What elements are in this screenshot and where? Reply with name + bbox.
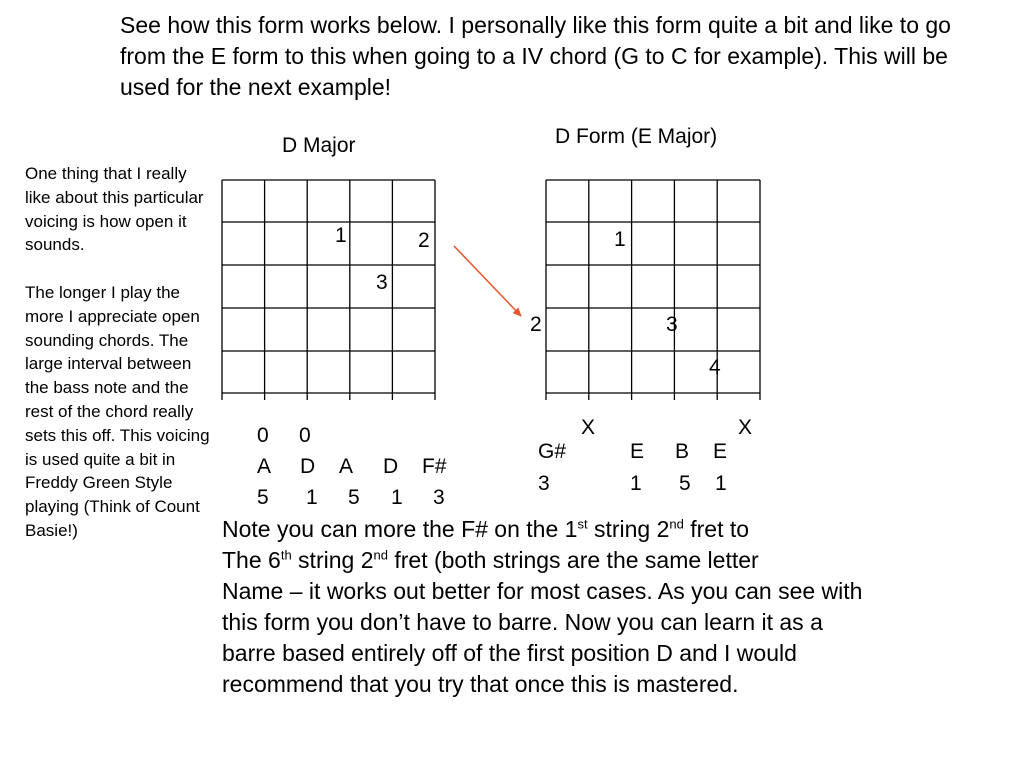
interval-number: 5 (348, 486, 360, 509)
note-name: F# (422, 455, 447, 478)
e-major-title: D Form (E Major) (555, 125, 718, 148)
note-line-1: Note you can more the F# on the 1st string 2nd fret to (222, 516, 750, 542)
note-name: A (257, 455, 272, 478)
transition-arrow (454, 246, 521, 316)
open-string-mark: 0 (299, 424, 311, 447)
sidebar-paragraph-1: One thing that I really like about this particular voicing is how open it sounds. (25, 164, 204, 255)
note-name: A (339, 455, 354, 478)
interval-number: 1 (715, 472, 727, 495)
d-major-fretboard-grid (222, 180, 435, 400)
finger-number: 3 (666, 313, 678, 336)
note-name: D (383, 455, 399, 478)
d-major-title: D Major (282, 134, 356, 157)
interval-number: 1 (630, 472, 642, 495)
note-rest: Name – it works out better for most cases. As you can see with this form you don’t have to barre. Now you can learn it as a barre based entirely off of the first position D and I would recommend that you try that once this is mastered. (222, 578, 863, 697)
finger-number: 4 (709, 356, 721, 379)
finger-number: 3 (376, 271, 388, 294)
interval-number: 3 (433, 486, 445, 509)
note-name: D (300, 455, 316, 478)
bottom-note (222, 514, 982, 700)
interval-number: 3 (538, 472, 550, 495)
note-name: B (675, 440, 690, 463)
finger-number: 2 (530, 313, 542, 336)
interval-number: 1 (306, 486, 318, 509)
interval-number: 5 (257, 486, 269, 509)
interval-number: 1 (391, 486, 403, 509)
interval-number: 5 (679, 472, 691, 495)
finger-number: 2 (418, 229, 430, 252)
muted-string-mark: X (581, 416, 596, 439)
note-name: E (713, 440, 728, 463)
note-name: G# (538, 440, 567, 463)
e-major-fretboard-grid (546, 180, 760, 400)
open-string-mark: 0 (257, 424, 269, 447)
note-name: E (630, 440, 645, 463)
sidebar-paragraph-2: The longer I play the more I appreciate open sounding chords. The large interval between the bass note and the rest of the chord really sets this off. This voicing is used quite a bit in Freddy Green Style playing (Think of Count Basie!) (25, 282, 210, 540)
muted-string-mark: X (738, 416, 753, 439)
finger-number: 1 (614, 228, 626, 251)
finger-number: 1 (335, 224, 347, 247)
note-line-2: The 6th string 2nd fret (both strings are the same letter (222, 547, 759, 573)
intro-paragraph: See how this form works below. I personally like this form quite a bit and like to go from the E form to this when going to a IV chord (G to C for example). This will be used for the next example! (120, 12, 951, 100)
